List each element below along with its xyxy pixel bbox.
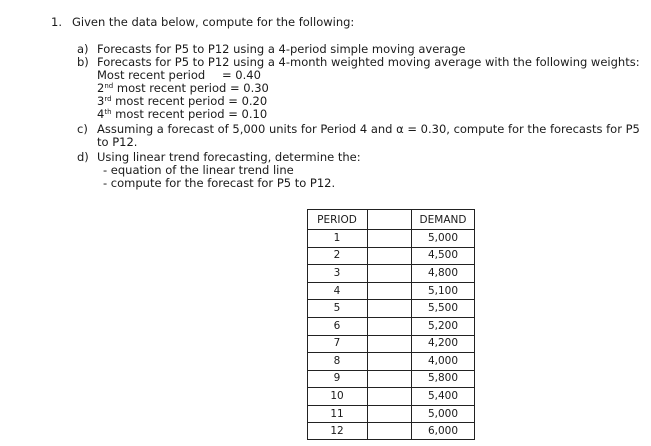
period-cell: 7 xyxy=(333,337,341,349)
demand-cell: 4,200 xyxy=(427,337,459,349)
table-hline xyxy=(307,405,475,406)
demand-cell: 5,000 xyxy=(427,232,459,244)
weight-3-label: 3rd most recent period = 0.20 xyxy=(97,94,268,108)
item-a-letter: a) xyxy=(77,42,89,56)
weight-2-value: = 0.30 xyxy=(229,81,269,95)
demand-cell: 4,500 xyxy=(427,249,459,261)
table-hline xyxy=(307,282,475,283)
table-hline xyxy=(307,387,475,388)
demand-cell: 5,000 xyxy=(427,408,459,420)
demand-table xyxy=(307,209,475,440)
item-c-letter: c) xyxy=(77,122,88,136)
period-cell: 3 xyxy=(333,267,341,279)
weight-4-label: 4th most recent period = 0.10 xyxy=(97,107,268,121)
item-d-sub-1: - equation of the linear trend line xyxy=(103,163,294,177)
period-cell: 8 xyxy=(333,355,341,367)
period-cell: 5 xyxy=(333,302,341,314)
period-cell: 1 xyxy=(333,232,341,244)
demand-cell: 4,000 xyxy=(427,355,459,367)
item-b-letter: b) xyxy=(77,55,89,69)
question-stem: Given the data below, compute for the following: xyxy=(72,15,355,29)
table-hline xyxy=(307,264,475,265)
item-d-sub-2: - compute for the forecast for P5 to P12. xyxy=(103,176,336,190)
weight-4-value: = 0.10 xyxy=(228,107,268,121)
table-hline xyxy=(307,439,475,440)
period-cell: 2 xyxy=(333,249,341,261)
item-a-text: Forecasts for P5 to P12 using a 4-period simple moving average xyxy=(97,42,466,56)
table-hline xyxy=(307,229,475,230)
demand-cell: 4,800 xyxy=(427,267,459,279)
weight-3-value: = 0.20 xyxy=(228,94,268,108)
demand-cell: 5,800 xyxy=(427,372,459,384)
period-cell: 6 xyxy=(333,320,341,332)
item-c-text: Assuming a forecast of 5,000 units for Period 4 and α = 0.30, compute for the forecasts for P5 xyxy=(97,122,640,136)
demand-header: DEMAND xyxy=(419,214,467,226)
item-d-text: Using linear trend forecasting, determine the: xyxy=(97,150,361,164)
table-hline xyxy=(307,247,475,248)
table-hline xyxy=(307,352,475,353)
table-hline xyxy=(307,335,475,336)
table-hline xyxy=(307,209,475,210)
item-c-text-cont: to P12. xyxy=(97,135,138,149)
demand-cell: 6,000 xyxy=(427,425,459,437)
question-number: 1. xyxy=(51,15,62,29)
period-cell: 4 xyxy=(333,285,341,297)
item-d-letter: d) xyxy=(77,150,89,164)
table-hline xyxy=(307,422,475,423)
period-cell: 10 xyxy=(330,390,344,402)
item-b-text: Forecasts for P5 to P12 using a 4-month weighted moving average with the following weights: xyxy=(97,55,640,69)
demand-cell: 5,400 xyxy=(427,390,459,402)
weight-1-label: Most recent period xyxy=(97,68,206,82)
period-cell: 11 xyxy=(330,408,344,420)
period-cell: 12 xyxy=(330,425,344,437)
demand-cell: 5,200 xyxy=(427,320,459,332)
table-hline xyxy=(307,317,475,318)
demand-cell: 5,100 xyxy=(427,285,459,297)
weight-1-value: = 0.40 xyxy=(222,68,261,82)
table-hline xyxy=(307,370,475,371)
table-hline xyxy=(307,299,475,300)
period-cell: 9 xyxy=(333,372,341,384)
demand-cell: 5,500 xyxy=(427,302,459,314)
period-header: PERIOD xyxy=(317,214,357,226)
weight-2-label: 2nd most recent period = 0.30 xyxy=(97,81,269,95)
